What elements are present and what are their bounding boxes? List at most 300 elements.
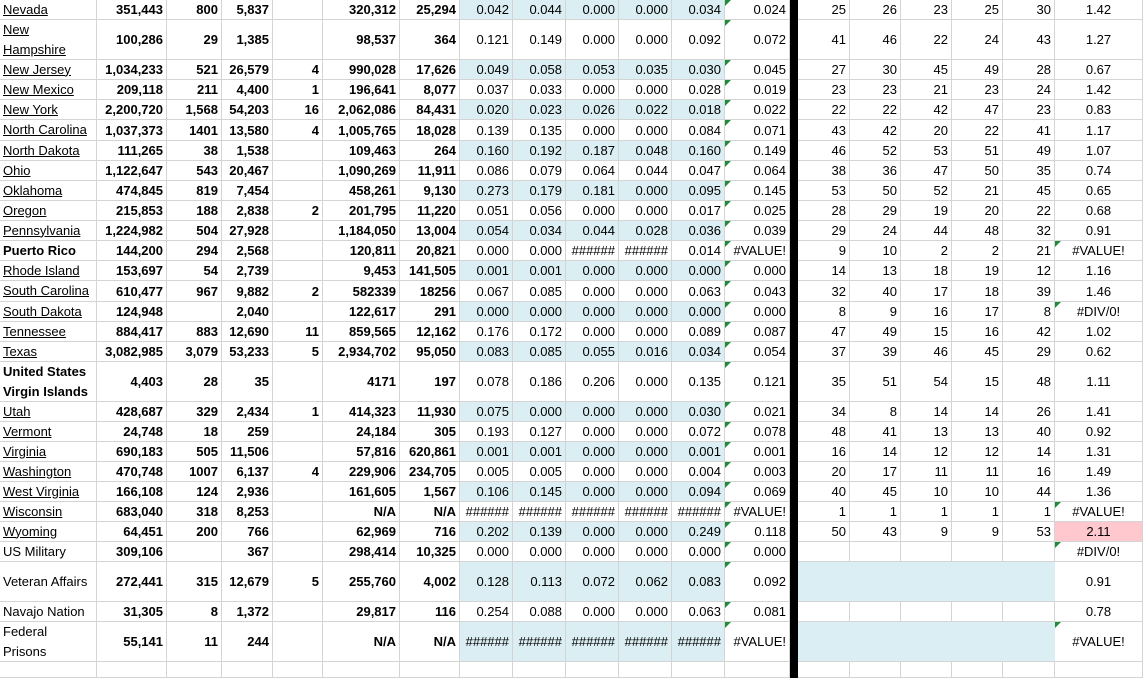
cell-k5[interactable]	[1003, 602, 1055, 621]
cell-k2[interactable]	[850, 20, 901, 59]
cell-k2[interactable]	[850, 462, 901, 481]
cell-r3[interactable]	[566, 221, 619, 240]
row-label-cell[interactable]	[0, 522, 97, 541]
cell-avg[interactable]	[725, 161, 790, 180]
row-label-cell[interactable]	[0, 442, 97, 461]
row-label-cell[interactable]	[0, 602, 97, 621]
row-label-cell[interactable]	[0, 281, 97, 301]
row-label-cell[interactable]	[0, 362, 97, 401]
cell-c3[interactable]	[222, 281, 273, 301]
cell-c2[interactable]	[167, 622, 222, 661]
cell-c5[interactable]	[323, 241, 400, 260]
cell-k1[interactable]	[798, 281, 850, 301]
cell-r4[interactable]	[619, 181, 672, 200]
cell-c4[interactable]	[273, 20, 323, 59]
cell-k4[interactable]	[952, 422, 1003, 441]
cell-c4[interactable]	[273, 302, 323, 321]
cell-k4[interactable]	[952, 20, 1003, 59]
cell-r2[interactable]	[513, 261, 566, 280]
cell-r3[interactable]	[566, 60, 619, 79]
cell-avg[interactable]	[725, 0, 790, 19]
cell-r4[interactable]	[619, 161, 672, 180]
cell-k3[interactable]	[901, 322, 952, 341]
cell-c1[interactable]	[97, 422, 167, 441]
cell-k2[interactable]	[850, 522, 901, 541]
cell-k4[interactable]	[952, 181, 1003, 200]
cell-r5[interactable]	[672, 362, 725, 401]
cell-c3[interactable]	[222, 302, 273, 321]
cell-c3[interactable]	[222, 201, 273, 220]
cell-c4[interactable]	[273, 482, 323, 501]
cell-c5[interactable]	[323, 462, 400, 481]
cell-r4[interactable]	[619, 522, 672, 541]
cell-r5[interactable]	[672, 402, 725, 421]
cell-k3[interactable]	[901, 602, 952, 621]
cell-r5[interactable]	[672, 482, 725, 501]
cell-k1[interactable]	[798, 60, 850, 79]
cell-k3[interactable]	[901, 60, 952, 79]
cell-c4[interactable]	[273, 442, 323, 461]
cell-r3[interactable]	[566, 622, 619, 661]
cell-avg[interactable]	[725, 141, 790, 160]
cell-r3[interactable]	[566, 120, 619, 140]
cell-r4[interactable]	[619, 221, 672, 240]
cell-k3[interactable]	[901, 522, 952, 541]
cell-r1[interactable]	[460, 562, 513, 601]
cell-ratio[interactable]	[1055, 622, 1143, 661]
cell-c4[interactable]	[273, 522, 323, 541]
cell-r5[interactable]	[672, 442, 725, 461]
row-label-cell[interactable]	[0, 0, 97, 19]
cell-r1[interactable]	[460, 281, 513, 301]
cell-ratio[interactable]	[1055, 80, 1143, 99]
cell-r3[interactable]	[566, 100, 619, 119]
empty-cell[interactable]	[725, 662, 790, 677]
cell-k4[interactable]	[952, 221, 1003, 240]
cell-k1[interactable]	[798, 221, 850, 240]
cell-c4[interactable]	[273, 221, 323, 240]
cell-r1[interactable]	[460, 602, 513, 621]
cell-avg[interactable]	[725, 221, 790, 240]
cell-k2[interactable]	[850, 422, 901, 441]
row-label-cell[interactable]	[0, 482, 97, 501]
cell-ratio[interactable]	[1055, 241, 1143, 260]
cell-c2[interactable]	[167, 201, 222, 220]
cell-ratio[interactable]	[1055, 482, 1143, 501]
cell-c5[interactable]	[323, 281, 400, 301]
cell-c4[interactable]	[273, 181, 323, 200]
cell-k5[interactable]	[1003, 542, 1055, 561]
cell-c2[interactable]	[167, 261, 222, 280]
cell-c4[interactable]	[273, 502, 323, 521]
cell-r1[interactable]	[460, 60, 513, 79]
cell-r5[interactable]	[672, 241, 725, 260]
cell-r2[interactable]	[513, 0, 566, 19]
empty-cell[interactable]	[460, 662, 513, 677]
cell-k1[interactable]	[798, 20, 850, 59]
cell-c3[interactable]	[222, 602, 273, 621]
cell-k2[interactable]	[850, 442, 901, 461]
cell-c1[interactable]	[97, 20, 167, 59]
cell-c6[interactable]	[400, 322, 460, 341]
cell-k5[interactable]	[1003, 0, 1055, 19]
cell-ratio[interactable]	[1055, 402, 1143, 421]
cell-c6[interactable]	[400, 482, 460, 501]
cell-c5[interactable]	[323, 120, 400, 140]
cell-c2[interactable]	[167, 562, 222, 601]
cell-c4[interactable]	[273, 100, 323, 119]
cell-c6[interactable]	[400, 302, 460, 321]
cell-k3[interactable]	[901, 422, 952, 441]
cell-c6[interactable]	[400, 562, 460, 601]
cell-avg[interactable]	[725, 322, 790, 341]
cell-k5[interactable]	[1003, 181, 1055, 200]
cell-k5[interactable]	[1003, 161, 1055, 180]
cell-k5[interactable]	[1003, 522, 1055, 541]
cell-r1[interactable]	[460, 161, 513, 180]
cell-r1[interactable]	[460, 442, 513, 461]
cell-r5[interactable]	[672, 422, 725, 441]
empty-cell[interactable]	[400, 662, 460, 677]
cell-k4[interactable]	[952, 602, 1003, 621]
cell-r5[interactable]	[672, 342, 725, 361]
cell-r2[interactable]	[513, 141, 566, 160]
cell-k2[interactable]	[850, 402, 901, 421]
cell-r1[interactable]	[460, 422, 513, 441]
cell-r1[interactable]	[460, 302, 513, 321]
cell-r2[interactable]	[513, 442, 566, 461]
cell-c5[interactable]	[323, 542, 400, 561]
cell-r5[interactable]	[672, 100, 725, 119]
cell-k3[interactable]	[901, 462, 952, 481]
cell-c5[interactable]	[323, 141, 400, 160]
cell-r5[interactable]	[672, 602, 725, 621]
cell-r3[interactable]	[566, 80, 619, 99]
cell-c2[interactable]	[167, 442, 222, 461]
cell-c1[interactable]	[97, 342, 167, 361]
cell-r5[interactable]	[672, 80, 725, 99]
cell-r2[interactable]	[513, 562, 566, 601]
row-label-cell[interactable]	[0, 100, 97, 119]
cell-r2[interactable]	[513, 402, 566, 421]
cell-r1[interactable]	[460, 241, 513, 260]
cell-k5[interactable]	[1003, 100, 1055, 119]
cell-avg[interactable]	[725, 120, 790, 140]
cell-c4[interactable]	[273, 201, 323, 220]
cell-r2[interactable]	[513, 20, 566, 59]
cell-c4[interactable]	[273, 0, 323, 19]
cell-c2[interactable]	[167, 181, 222, 200]
cell-c1[interactable]	[97, 181, 167, 200]
cell-c4[interactable]	[273, 80, 323, 99]
cell-ratio[interactable]	[1055, 20, 1143, 59]
cell-k1[interactable]	[798, 342, 850, 361]
cell-k5[interactable]	[1003, 342, 1055, 361]
cell-c3[interactable]	[222, 161, 273, 180]
cell-r4[interactable]	[619, 100, 672, 119]
cell-k4[interactable]	[952, 402, 1003, 421]
cell-c1[interactable]	[97, 100, 167, 119]
cell-k2[interactable]	[850, 0, 901, 19]
cell-ratio[interactable]	[1055, 181, 1143, 200]
cell-k5[interactable]	[1003, 241, 1055, 260]
cell-r3[interactable]	[566, 281, 619, 301]
cell-k3[interactable]	[901, 161, 952, 180]
cell-k4[interactable]	[952, 241, 1003, 260]
cell-r3[interactable]	[566, 422, 619, 441]
cell-r4[interactable]	[619, 261, 672, 280]
cell-avg[interactable]	[725, 442, 790, 461]
cell-r2[interactable]	[513, 622, 566, 661]
cell-ratio[interactable]	[1055, 342, 1143, 361]
cell-k1[interactable]	[798, 422, 850, 441]
cell-r1[interactable]	[460, 141, 513, 160]
cell-c3[interactable]	[222, 0, 273, 19]
cell-k4[interactable]	[952, 120, 1003, 140]
cell-c4[interactable]	[273, 562, 323, 601]
cell-k3[interactable]	[901, 201, 952, 220]
cell-r2[interactable]	[513, 221, 566, 240]
cell-k1[interactable]	[798, 241, 850, 260]
cell-k5[interactable]	[1003, 120, 1055, 140]
cell-k4[interactable]	[952, 141, 1003, 160]
cell-c1[interactable]	[97, 602, 167, 621]
cell-r3[interactable]	[566, 342, 619, 361]
empty-cell[interactable]	[0, 662, 97, 677]
cell-ratio[interactable]	[1055, 141, 1143, 160]
cell-c4[interactable]	[273, 322, 323, 341]
cell-c4[interactable]	[273, 602, 323, 621]
cell-r1[interactable]	[460, 402, 513, 421]
cell-c5[interactable]	[323, 322, 400, 341]
cell-c1[interactable]	[97, 502, 167, 521]
cell-r2[interactable]	[513, 80, 566, 99]
row-label-cell[interactable]	[0, 161, 97, 180]
cell-r2[interactable]	[513, 342, 566, 361]
cell-k3[interactable]	[901, 20, 952, 59]
cell-c3[interactable]	[222, 261, 273, 280]
row-label-cell[interactable]	[0, 241, 97, 260]
empty-cell[interactable]	[901, 662, 952, 677]
row-label-cell[interactable]	[0, 80, 97, 99]
cell-avg[interactable]	[725, 622, 790, 661]
cell-c2[interactable]	[167, 141, 222, 160]
cell-r4[interactable]	[619, 20, 672, 59]
cell-c1[interactable]	[97, 261, 167, 280]
cell-r4[interactable]	[619, 342, 672, 361]
cell-ratio[interactable]	[1055, 201, 1143, 220]
cell-k5[interactable]	[1003, 141, 1055, 160]
cell-c3[interactable]	[222, 522, 273, 541]
cell-r2[interactable]	[513, 100, 566, 119]
cell-c6[interactable]	[400, 281, 460, 301]
cell-c2[interactable]	[167, 402, 222, 421]
cell-ratio[interactable]	[1055, 442, 1143, 461]
cell-k5[interactable]	[1003, 60, 1055, 79]
cell-c3[interactable]	[222, 562, 273, 601]
cell-c3[interactable]	[222, 502, 273, 521]
cell-r1[interactable]	[460, 20, 513, 59]
cell-k4[interactable]	[952, 80, 1003, 99]
cell-r3[interactable]	[566, 542, 619, 561]
cell-k1[interactable]	[798, 462, 850, 481]
cell-r4[interactable]	[619, 462, 672, 481]
cell-c6[interactable]	[400, 60, 460, 79]
cell-c3[interactable]	[222, 402, 273, 421]
cell-c5[interactable]	[323, 161, 400, 180]
cell-r3[interactable]	[566, 161, 619, 180]
cell-c6[interactable]	[400, 622, 460, 661]
cell-r4[interactable]	[619, 241, 672, 260]
cell-r1[interactable]	[460, 502, 513, 521]
cell-c5[interactable]	[323, 0, 400, 19]
cell-c5[interactable]	[323, 442, 400, 461]
cell-c3[interactable]	[222, 100, 273, 119]
cell-r4[interactable]	[619, 402, 672, 421]
cell-r5[interactable]	[672, 522, 725, 541]
cell-c1[interactable]	[97, 141, 167, 160]
cell-r5[interactable]	[672, 322, 725, 341]
cell-k5[interactable]	[1003, 20, 1055, 59]
cell-c5[interactable]	[323, 622, 400, 661]
cell-k3[interactable]	[901, 181, 952, 200]
cell-c2[interactable]	[167, 80, 222, 99]
cell-r4[interactable]	[619, 502, 672, 521]
cell-k2[interactable]	[850, 542, 901, 561]
cell-k5[interactable]	[1003, 281, 1055, 301]
cell-r5[interactable]	[672, 542, 725, 561]
cell-c2[interactable]	[167, 362, 222, 401]
cell-ratio[interactable]	[1055, 522, 1143, 541]
cell-r1[interactable]	[460, 462, 513, 481]
cell-c4[interactable]	[273, 402, 323, 421]
row-label-cell[interactable]	[0, 562, 97, 601]
cell-c1[interactable]	[97, 281, 167, 301]
cell-r1[interactable]	[460, 342, 513, 361]
cell-k3[interactable]	[901, 502, 952, 521]
row-label-cell[interactable]	[0, 141, 97, 160]
cell-c6[interactable]	[400, 20, 460, 59]
cell-k5[interactable]	[1003, 422, 1055, 441]
cell-r1[interactable]	[460, 522, 513, 541]
cell-c1[interactable]	[97, 562, 167, 601]
cell-r4[interactable]	[619, 60, 672, 79]
cell-r5[interactable]	[672, 462, 725, 481]
cell-k1[interactable]	[798, 80, 850, 99]
cell-r1[interactable]	[460, 181, 513, 200]
cell-c2[interactable]	[167, 322, 222, 341]
cell-c3[interactable]	[222, 221, 273, 240]
empty-cell[interactable]	[167, 662, 222, 677]
cell-c3[interactable]	[222, 482, 273, 501]
cell-avg[interactable]	[725, 100, 790, 119]
cell-ratio[interactable]	[1055, 161, 1143, 180]
empty-cell[interactable]	[619, 662, 672, 677]
cell-c6[interactable]	[400, 402, 460, 421]
cell-k3[interactable]	[901, 120, 952, 140]
cell-k5[interactable]	[1003, 482, 1055, 501]
cell-c5[interactable]	[323, 181, 400, 200]
cell-ratio[interactable]	[1055, 302, 1143, 321]
cell-r4[interactable]	[619, 602, 672, 621]
cell-r4[interactable]	[619, 482, 672, 501]
cell-k3[interactable]	[901, 442, 952, 461]
cell-c2[interactable]	[167, 482, 222, 501]
empty-cell[interactable]	[1003, 662, 1055, 677]
cell-k2[interactable]	[850, 302, 901, 321]
cell-avg[interactable]	[725, 201, 790, 220]
cell-k4[interactable]	[952, 161, 1003, 180]
cell-c1[interactable]	[97, 322, 167, 341]
cell-c6[interactable]	[400, 442, 460, 461]
cell-k3[interactable]	[901, 100, 952, 119]
cell-k1[interactable]	[798, 442, 850, 461]
cell-k5[interactable]	[1003, 462, 1055, 481]
cell-c6[interactable]	[400, 602, 460, 621]
cell-c6[interactable]	[400, 342, 460, 361]
row-label-cell[interactable]	[0, 462, 97, 481]
cell-k4[interactable]	[952, 281, 1003, 301]
cell-k5[interactable]	[1003, 322, 1055, 341]
cell-k4[interactable]	[952, 100, 1003, 119]
cell-c2[interactable]	[167, 462, 222, 481]
cell-c1[interactable]	[97, 241, 167, 260]
cell-r3[interactable]	[566, 462, 619, 481]
cell-c4[interactable]	[273, 241, 323, 260]
cell-ratio[interactable]	[1055, 562, 1143, 601]
cell-r1[interactable]	[460, 542, 513, 561]
cell-c6[interactable]	[400, 221, 460, 240]
cell-r1[interactable]	[460, 0, 513, 19]
cell-r3[interactable]	[566, 0, 619, 19]
cell-k5[interactable]	[1003, 362, 1055, 401]
cell-c1[interactable]	[97, 362, 167, 401]
cell-avg[interactable]	[725, 342, 790, 361]
cell-c4[interactable]	[273, 622, 323, 661]
cell-r5[interactable]	[672, 261, 725, 280]
cell-k3[interactable]	[901, 80, 952, 99]
row-label-cell[interactable]	[0, 542, 97, 561]
cell-r1[interactable]	[460, 362, 513, 401]
cell-r5[interactable]	[672, 281, 725, 301]
cell-ratio[interactable]	[1055, 462, 1143, 481]
cell-c6[interactable]	[400, 542, 460, 561]
cell-avg[interactable]	[725, 261, 790, 280]
cell-r4[interactable]	[619, 281, 672, 301]
cell-k5[interactable]	[1003, 402, 1055, 421]
cell-k1[interactable]	[798, 161, 850, 180]
cell-k1[interactable]	[798, 542, 850, 561]
cell-r2[interactable]	[513, 482, 566, 501]
cell-ratio[interactable]	[1055, 221, 1143, 240]
cell-r2[interactable]	[513, 161, 566, 180]
cell-r2[interactable]	[513, 120, 566, 140]
cell-ratio[interactable]	[1055, 281, 1143, 301]
cell-k5[interactable]	[1003, 261, 1055, 280]
cell-c6[interactable]	[400, 141, 460, 160]
cell-r3[interactable]	[566, 442, 619, 461]
cell-r3[interactable]	[566, 402, 619, 421]
cell-c1[interactable]	[97, 522, 167, 541]
cell-k4[interactable]	[952, 261, 1003, 280]
cell-k2[interactable]	[850, 161, 901, 180]
cell-c4[interactable]	[273, 281, 323, 301]
cell-c3[interactable]	[222, 322, 273, 341]
cell-r5[interactable]	[672, 141, 725, 160]
cell-c2[interactable]	[167, 241, 222, 260]
cell-avg[interactable]	[725, 602, 790, 621]
cell-c3[interactable]	[222, 60, 273, 79]
